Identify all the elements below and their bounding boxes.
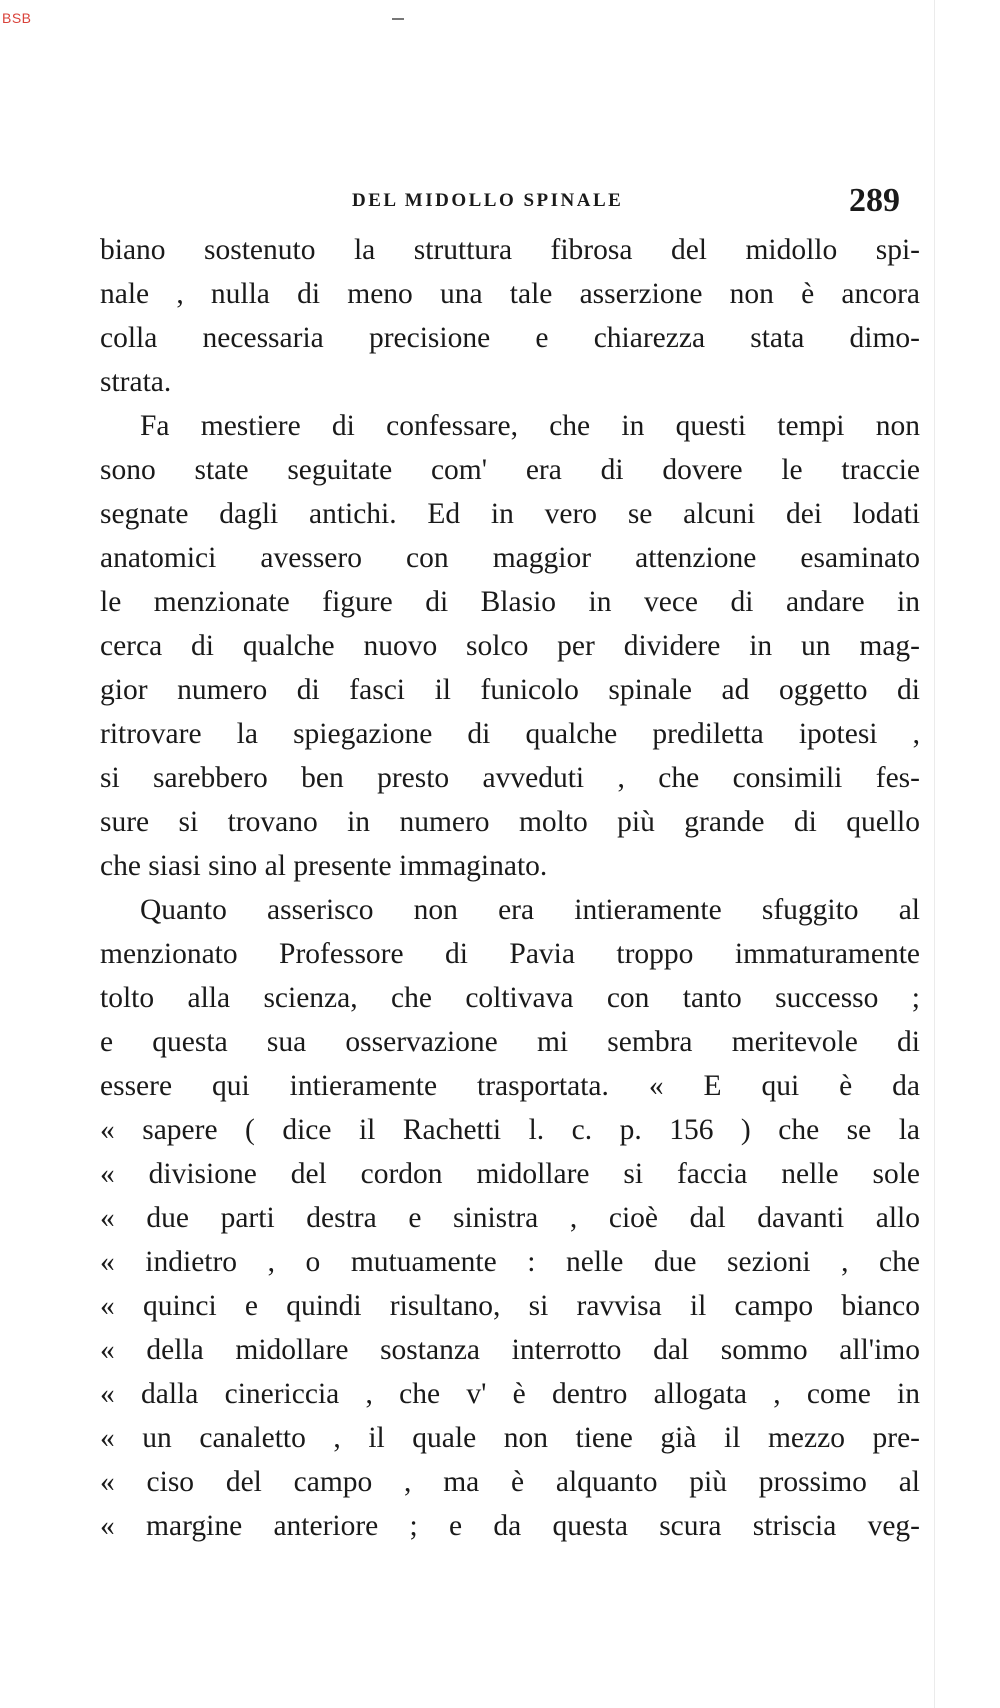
text-line: « ciso del campo , ma è alquanto più prossimo al xyxy=(100,1466,920,1498)
page-number: 289 xyxy=(849,182,900,219)
text-line: Quanto asserisco non era intieramente sfuggito al xyxy=(140,894,920,926)
text-line: cerca di qualche nuovo solco per dividere in un mag- xyxy=(100,630,920,662)
text-line: biano sostenuto la struttura fibrosa del midollo spi- xyxy=(100,234,920,266)
text-line: le menzionate figure di Blasio in vece di andare in xyxy=(100,586,920,618)
text-line: « quinci e quindi risultano, si ravvisa il campo bianco xyxy=(100,1290,920,1322)
text-line: « margine anteriore ; e da questa scura striscia veg- xyxy=(100,1510,920,1542)
text-line: nale , nulla di meno una tale asserzione non è ancora xyxy=(100,278,920,310)
text-line: Fa mestiere di confessare, che in questi tempi non xyxy=(140,410,920,442)
text-line: « indietro , o mutuamente : nelle due sezioni , che xyxy=(100,1246,920,1278)
text-line: colla necessaria precisione e chiarezza stata dimo- xyxy=(100,322,920,354)
text-line: si sarebbero ben presto avveduti , che consimili fes- xyxy=(100,762,920,794)
text-line: « dalla cinericcia , che v' è dentro allogata , come in xyxy=(100,1378,920,1410)
text-line: menzionato Professore di Pavia troppo immaturamente xyxy=(100,938,920,970)
text-line: gior numero di fasci il funicolo spinale ad oggetto di xyxy=(100,674,920,706)
text-line: ritrovare la spiegazione di qualche prediletta ipotesi , xyxy=(100,718,920,750)
page-mark xyxy=(392,18,404,20)
text-line: « due parti destra e sinistra , cioè dal davanti allo xyxy=(100,1202,920,1234)
text-line: anatomici avessero con maggior attenzione esaminato xyxy=(100,542,920,574)
text-line: « divisione del cordon midollare si faccia nelle sole xyxy=(100,1158,920,1190)
text-line: sono state seguitate com' era di dovere le traccie xyxy=(100,454,920,486)
text-line: « della midollare sostanza interrotto dal sommo all'imo xyxy=(100,1334,920,1366)
text-line: che siasi sino al presente immaginato. xyxy=(100,850,548,882)
text-line: « un canaletto , il quale non tiene già il mezzo pre- xyxy=(100,1422,920,1454)
text-line: « sapere ( dice il Rachetti l. c. p. 156 ) che se la xyxy=(100,1114,920,1146)
text-line: essere qui intieramente trasportata. « E qui è da xyxy=(100,1070,920,1102)
body-text xyxy=(100,228,920,1548)
text-line: sure si trovano in numero molto più grande di quello xyxy=(100,806,920,838)
page-edge xyxy=(934,0,935,1708)
running-head: DEL MIDOLLO SPINALE xyxy=(352,190,624,211)
text-line: e questa sua osservazione mi sembra meritevole di xyxy=(100,1026,920,1058)
text-line: segnate dagli antichi. Ed in vero se alcuni dei lodati xyxy=(100,498,920,530)
text-line: tolto alla scienza, che coltivava con tanto successo ; xyxy=(100,982,920,1014)
text-line: strata. xyxy=(100,366,172,398)
library-watermark: BSB xyxy=(2,10,32,26)
